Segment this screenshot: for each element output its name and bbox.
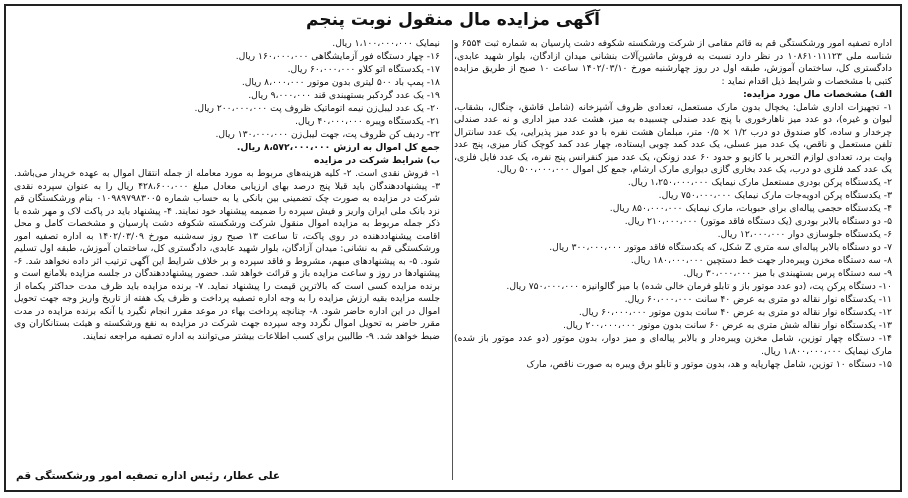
column-divider bbox=[452, 40, 453, 480]
list-item: ۲۲- ردیف کن ظروف پت، جهت لیبل‌زن ۱۳۰،۰۰۰،۰۰۰ ریال. bbox=[215, 129, 440, 140]
list-item: نیمایک ۱،۱۰۰،۰۰۰،۰۰۰ ریال. bbox=[332, 38, 440, 49]
list-item: ۱۲- یکدستگاه نوار نقاله دو متری به عرض ۴۰ سانت بدون موتور ۶۰،۰۰۰،۰۰۰ ریال. bbox=[578, 307, 892, 318]
section-b-heading: ب) شرایط شرکت در مزایده bbox=[314, 155, 440, 166]
list-item: ۱۱- یکدستگاه نوار نقاله دو متری به عرض ۴۰ سانت ۶۰،۰۰۰،۰۰۰ ریال. bbox=[624, 294, 892, 305]
list-item: ۵- دو دستگاه بالابر بودری (یک دستگاه فاقد موتور) ۲۱۰،۰۰۰،۰۰۰ ریال. bbox=[624, 216, 892, 227]
right-column bbox=[454, 38, 892, 484]
intro-paragraph: اداره تصفیه امور ورشکستگی قم به قائم مقامی از شرکت ورشکسته شکوفه دشت پارسیان به شماره ثبت ۶۵۵۴ و شناسه ملی ۱۰۸۶۱۰۱۱۱۲۳ در نظر دارد نسبت به فروش ماشین‌آلات بنشانی میدان ازادگان، بلوار شهید عابدی، دادگستری کل، ساختمان آموزش، طبقه اول در روز چهارشنبه مورخ ۱۴۰۲/۰۳/۱۰ ساعت ۱۰ صبح از طریق مزایده کتبی با مشخصات و شرایط ذیل اقدام نماید : bbox=[454, 38, 892, 87]
list-item: ۷- دو دستگاه بالابر پیاله‌ای سه متری Z شکل، که یکدستگاه فاقد موتور ۳۰۰،۰۰۰،۰۰۰ ریال. bbox=[549, 242, 892, 253]
signature: علی عطار، رئیس اداره تصفیه امور ورشکستگی قم bbox=[16, 470, 281, 482]
left-column bbox=[14, 38, 440, 484]
list-item: ۶- یکدستگاه جلوسازی دوار ۱۲،۰۰۰،۰۰۰ ریال. bbox=[717, 229, 892, 240]
list-item: ۲- یکدستگاه پرکن بودری مستعمل مارک نیمایک ۱،۲۵۰،۰۰۰،۰۰۰ ریال. bbox=[627, 177, 892, 188]
list-item: ۱۵- دستگاه ۱۰ توزین، شامل چهارپایه و هد، بدون موتور و تابلو برق ویبره به صورت ناقص، مارک bbox=[526, 358, 892, 370]
notice-title: آگهی مزایده مال منقول نوبت پنجم bbox=[306, 10, 600, 30]
total-value: جمع کل اموال به ارزش ۸،۵۷۲،۰۰۰،۰۰۰ ریال. bbox=[236, 142, 440, 153]
list-item: ۱۶- چهار دستگاه فور آزمایشگاهی ۱۶۰،۰۰۰،۰۰۰ ریال. bbox=[235, 51, 440, 62]
conditions-paragraph: ۱- فروش نقدی است. ۲- کلیه هزینه‌های مربوط به مورد معامله از جمله انتقال اموال به عهده خریدار می‌باشد. ۳- پیشنهاددهندگان باید قبلا پنج درصد بهای ارزیابی معادل مبلغ ۴۲۸،۶۰۰،۰۰۰ ریال را به عنوان سپرده نقدی شرکت در مزایده به صورت چک تضمینی بین بانکی یا به حساب شماره ۰۱۰۹۸۹۷۹۸۳۰۰۵ بنام ورشکستگان قم نزد بانک ملی ایران واریز و فیش سپرده را ضمیمه پیشنهاد خود نمایند. ۴- پیشنهاد باید در پاکت لاک و مهر شده با ذکر جمله مربوط به مزایده اموال منقول شرکت ورشکسته شکوفه دشت پارسیان و مشخصات کامل و محل اقامت پیشنهاددهنده در روی پاکت، تا ساعت ۱۳ صبح روز سه‌شنبه مورخ ۱۴۰۲/۰۳/۰۹ به اداره تصفیه امور ورشکستگی قم به نشانی: میدان آزادگان، بلوار شهید عابدی، دادگستری کل، ساختمان آموزش، طبقه اول تسلیم شود. ۵- به پیشنهادهای مبهم، مشروط و فاقد سپرده و بر خلاف شرایط این آگهی ترتیب اثر داده نخواهد شد. ۶- پیشنهادها در روز و ساعت مزایده باز و قرائت خواهد شد. حضور پیشنهاددهندگان در جلسه مزایده بلامانع است و برنده مزایده کسی است که بالاترین قیمت را پیشنهاد نماید. ۷- برنده مزایده باید ظرف مدت حداکثر یکماه از جلسه مزایده بقیه ارزش مزایده را به وجه اداره تصفیه پرداخت و ظرف یک هفته از تاریخ واریز وجه جهت تحویل اموال در این اداره حاضر شود. ۸- چنانچه پرداخت بهاء در موعد مقرر انجام نگیرد یا آنکه برنده مزایده در مدت مقرر حاضر به تحویل اموال نگردد وجه سپرده جهت شرکت در مزایده به نفع ورشکسته و هیئت بستانکاران وی ضبط خواهد شد. ۹- طالبین برای کسب اطلاعات بیشتر می‌توانند به اداره تصفیه مراجعه نمایند. bbox=[14, 168, 440, 342]
list-item: ۱۸- پمپ باد ۵۰۰ لیتری بدون موتور ۸،۰۰۰،۰۰۰ ریال. bbox=[241, 77, 440, 88]
section-a-heading: الف) مشخصات مال مورد مزایده: bbox=[743, 88, 892, 100]
list-item: ۲۱- یکدستگاه ویبره ۴۰،۰۰۰،۰۰۰ ریال. bbox=[295, 116, 440, 127]
list-item: ۱۹- یک عدد گردکبر بستهبندی قند ۹،۰۰۰،۰۰۰ ریال. bbox=[248, 90, 440, 101]
list-item: ۸- سه دستگاه مخزن ویبره‌دار جهت خط دستچین ۱۸۰،۰۰۰،۰۰۰ ریال. bbox=[630, 255, 892, 266]
list-item: ۱۴- دستگاه چهار توزین، شامل مخزن ویبره‌دار و بالابر پیاله‌ای و میز دوار، بدون موتور (دو عدد موتور باز شده) مارک نیمایک ۱،۸۰۰،۰۰۰،۰۰۰ ریال. bbox=[454, 333, 892, 357]
notice-frame bbox=[4, 4, 902, 492]
list-item: ۱۰- دستگاه پرکن پت، (دو عدد موتور باز و تابلو فرمان خالی شده) با میز گالوانیزه ۷۵۰،۰۰۰،۰۰۰ ریال. bbox=[506, 281, 892, 292]
list-item: ۱- تجهیزات اداری شامل: یخچال بدون مارک مستعمل، تعدادی ظروف آشپزخانه (شامل قاشق، چنگال، بشقاب، لیوان و غیره)، دو عدد میز ناهارخوری با پنج عدد صندلی چسبیده به میز، هشت عدد میز اداری و نه عدد صندلی چرخدار و ساده، کاو صندوق دو درب ۱/۲ × ۰/۵ متر، مبلمان هشت نفره با دو عدد میز پذیرایی، یک عدد سانترال تلفن مستعمل و ناقص، یک عدد میز عسلی، یک عدد کمد چوبی ایستاده، چهار عدد کمد کوچک کنار میزی، پنج عدد وایت برد، تعدادی لوازم التحریر با کازیو و حدود ۶۰ عدد زونکن، یک عدد میز کنفرانس پنج نفره، یک عدد فایل فلزی، یک عدد کمد فلزی دو درب، یک عدد بخاری گازی دیواری مارک ارشام، جمع کل اموال ۵۰۰،۰۰۰،۰۰۰ ریال. bbox=[454, 101, 892, 175]
list-item: ۱۳- یکدستگاه نوار نقاله شش متری به عرض ۶۰ سانت بدون موتور ۲۰۰،۰۰۰،۰۰۰ ریال. bbox=[563, 320, 892, 331]
list-item: ۳- یکدستگاه پرکن ادویه‌جات مارک نیمایک ۷۵۰،۰۰۰،۰۰۰ ریال. bbox=[658, 190, 892, 201]
list-item: ۴- یکدستگاه حجمی پیاله‌ای برای حبوبات، مارک نیمایک ۸۵۰،۰۰۰،۰۰۰ ریال. bbox=[609, 203, 892, 214]
list-item: ۱۷- یکدستگاه اتو کلاو ۶۰،۰۰۰،۰۰۰ ریال. bbox=[287, 64, 440, 75]
list-item: ۹- سه دستگاه پرس بستهبندی با میز ۳۰،۰۰۰،۰۰۰ ریال. bbox=[683, 268, 892, 279]
list-item: ۲۰- یک عدد لیبل‌زن نیمه اتوماتیک ظروف پت ۲۰۰،۰۰۰،۰۰۰ ریال. bbox=[194, 103, 440, 114]
